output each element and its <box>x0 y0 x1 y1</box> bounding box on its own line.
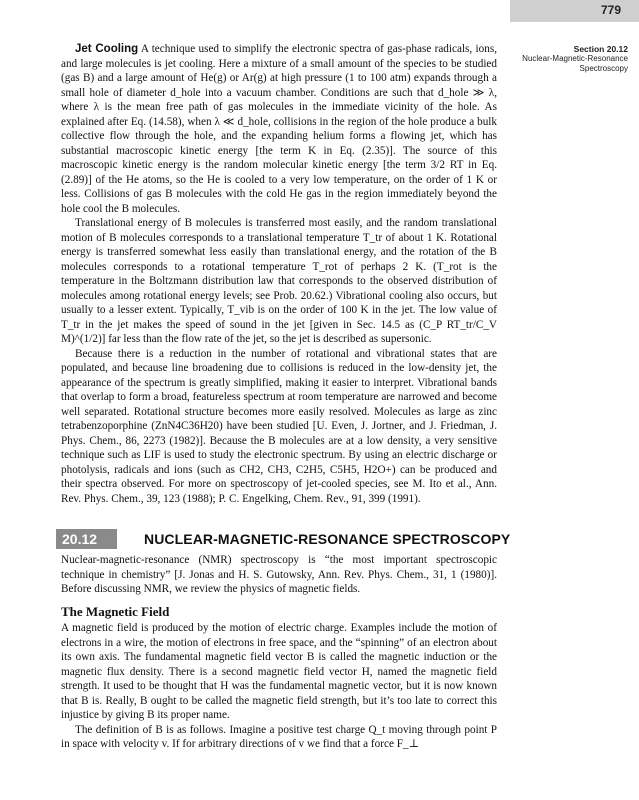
section-title: NUCLEAR-MAGNETIC-RESONANCE SPECTROSCOPY <box>144 531 511 547</box>
jet-cooling-paragraph-3: Because there is a reduction in the number of rotational and vibrational states that are populated, and because line broadening due to collisions is reduced in the low-density jet, the appearance of the spectrum is greatly simplified, making it easier to interpret. Vibrational bands that overlap to form a broad, featureless spectrum at room temperature are narrowed and become well separated. Rotational structure becomes more easily resolved. Molecules as large as zinc tetrabenzoporphine (ZnN4C36H20) have been studied [U. Even, J. Jortner, and J. Friedman, J. Phys. Chem., 86, 2273 (1982)]. Because the B molecules are at a low density, a very sensitive technique such as LIF is used to study the electronic spectrum. By using an electric discharge or photolysis, radicals and ions (such as CH2, CH3, C2H5, C5H5, H2O+) can be produced and their spectra observed. For more on spectroscopy of jet-cooled species, see M. Ito et al., Ann. Rev. Phys. Chem., 39, 123 (1988); P. C. Engelking, Chem. Rev., 91, 399 (1991). <box>61 347 497 505</box>
page-number-bar <box>510 0 639 22</box>
section-number-box <box>56 529 117 549</box>
running-head-section: Section 20.12 <box>573 44 628 54</box>
nmr-intro-paragraph: Nuclear-magnetic-resonance (NMR) spectroscopy is “the most important spectroscopic technique in chemistry” [J. Jonas and H. S. Gutowsky, Ann. Rev. Phys. Chem., 31, 1 (1980)]. Before discussing NMR, we review the physics of magnetic fields. <box>61 554 497 595</box>
page-number: 779 <box>600 3 621 17</box>
nmr-section-body <box>61 553 497 752</box>
jet-cooling-paragraph-2: Translational energy of B molecules is transferred most easily, and the random translational motion of B molecules corresponds to a translational temperature T_tr of about 1 K. Rotational energy is transferred somewhat less easily than translational energy, and the rotation of the B molecules corresponds to a rotational temperature T_rot of perhaps 2 K. (T_rot is the temperature in the Boltzmann distribution law that corresponds to the observed distribution of molecules among rotational energy levels; see Prob. 20.62.) Vibrational cooling also occurs, but usually to a lesser extent. Typically, T_vib is on the order of 100 K in the jet. The low value of T_tr in the jet makes the speed of sound in the jet [given in Sec. 14.5 as (C_P RT_tr/C_V M)^(1/2)] far less than the flow rate of the jet, so the jet is described as supersonic. <box>61 217 497 345</box>
magnetic-field-heading: The Magnetic Field <box>61 603 170 619</box>
section-header <box>56 529 536 549</box>
jet-cooling-section <box>61 42 497 506</box>
jet-cooling-paragraph-1 <box>61 42 497 216</box>
magnetic-field-paragraph-1: A magnetic field is produced by the motion of electric charge. Examples include the motion of electrons in a wire, the motion of electrons in free space, and the “spinning” of an electron about its own axis. The fundamental magnetic field vector B is called the magnetic induction or the magnetic flux density. There is a second magnetic field vector H, named the magnetic field strength. It used to be thought that H was the fundamental magnetic vector, but it is now known that B is. Really, B ought to be called the magnetic field strength, but it’s too late to correct this injustice by giving B its proper name. <box>61 622 497 721</box>
jet-cooling-heading: Jet Cooling <box>75 43 139 55</box>
magnetic-field-paragraph-2: The definition of B is as follows. Imagine a positive test charge Q_t moving through point P in space with velocity v. If for arbitrary directions of v we find that a force F_⊥ <box>61 723 497 750</box>
running-head <box>510 44 628 74</box>
running-head-title-1: Nuclear-Magnetic-Resonance <box>522 54 628 63</box>
jet-cooling-p1-text: A technique used to simplify the electronic spectra of gas-phase radicals, ions, and large molecules is jet cooling. Here a mixture of a small amount of the species to be studied (gas B) and a large amount of He(g) or Ar(g) at high pressure (1 to 100 atm) expands through a small hole of diameter d_hole into a vacuum chamber. Conditions are such that d_hole ≫ λ, where λ is the mean free path of gas molecules in the immediate vicinity of the hole. As explained after Eq. (14.58), when λ ≪ d_hole, collisions in the region of the hole produce a bulk collective flow through the hole, and the expanding helium forms a flowing jet, which has substantial macroscopic kinetic energy [the term K in Eq. (2.35)]. The source of this macroscopic kinetic energy is the random molecular kinetic energy [the term 3/2 RT in Eq. (2.89)] of the He atoms, so the He is cooled to a very low temperature, on the order of 1 K or less. Collisions of gas B molecules with the cold He gas in the region immediately beyond the hole cool the B molecules. <box>61 43 497 215</box>
section-number: 20.12 <box>62 531 98 547</box>
running-head-title-2: Spectroscopy <box>579 64 628 73</box>
